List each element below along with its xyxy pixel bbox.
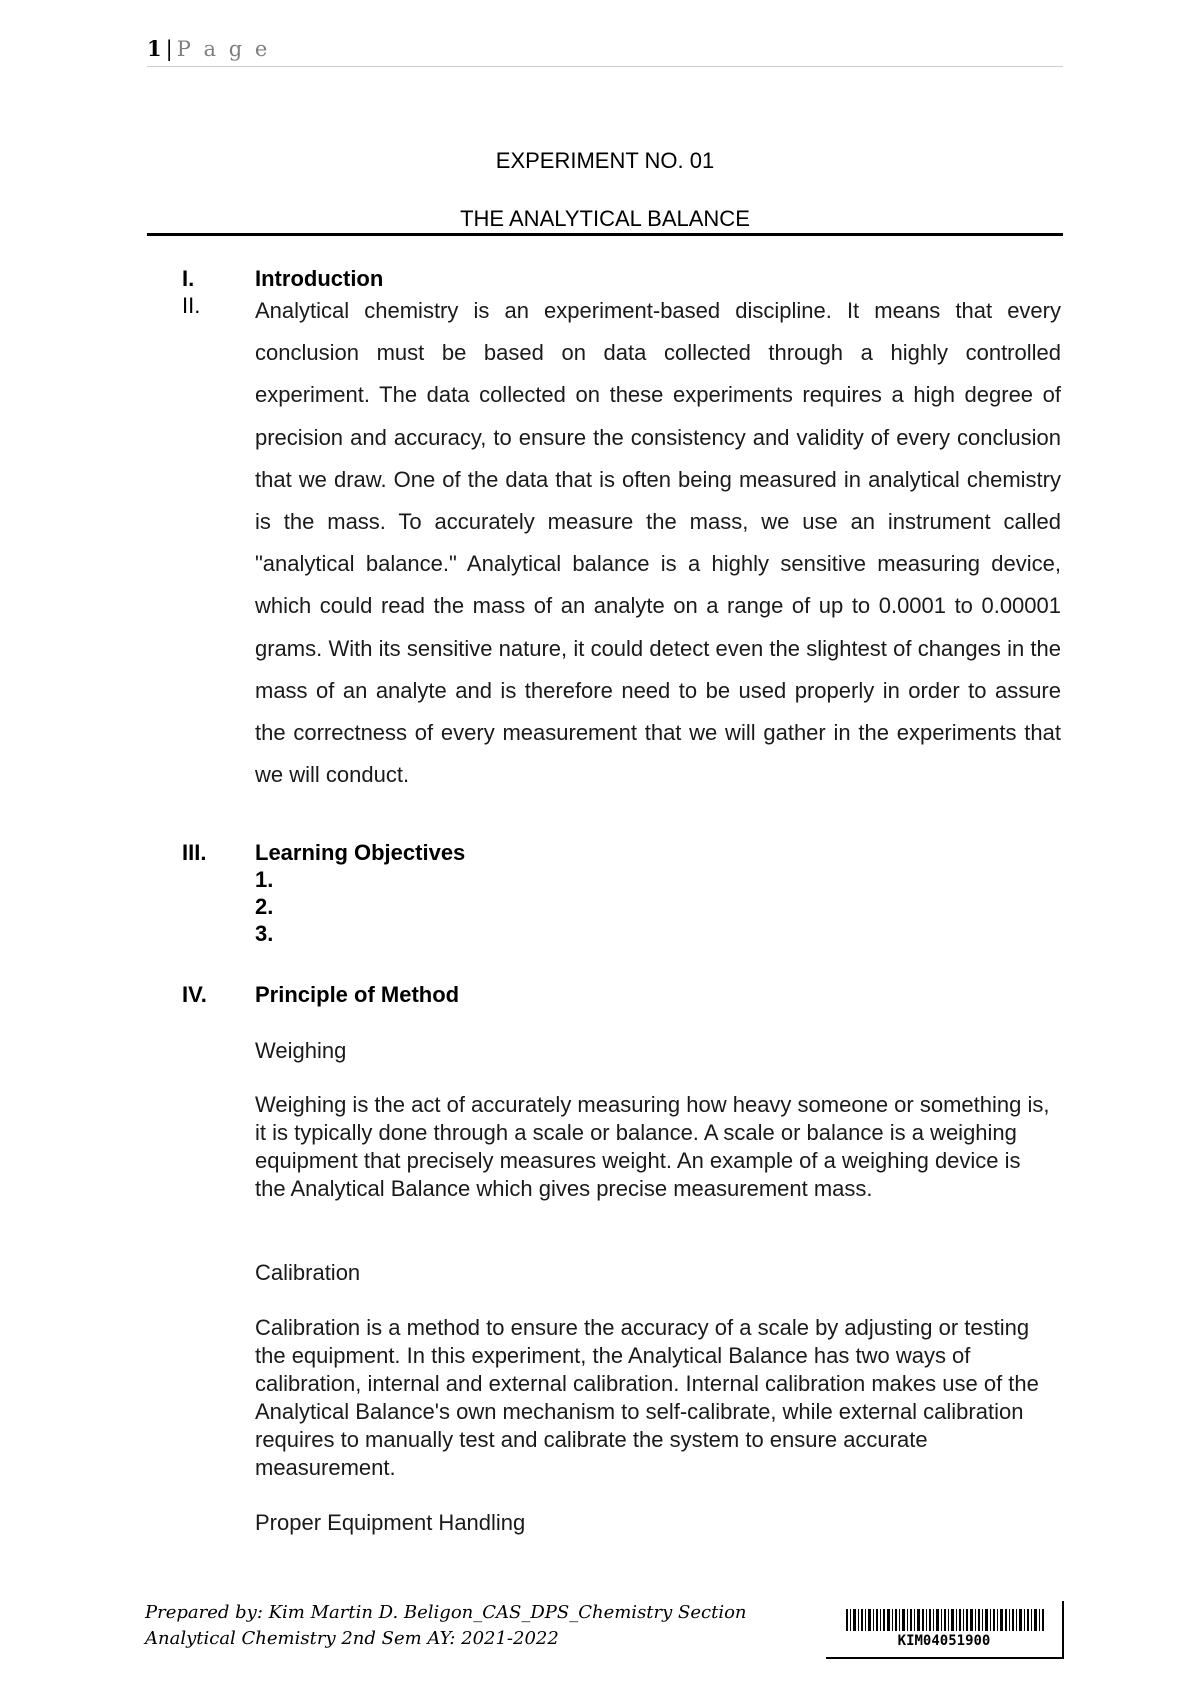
section-heading-objectives: Learning Objectives: [255, 840, 466, 865]
objective-item: 3.: [255, 921, 274, 946]
page-label: P a g e: [176, 37, 271, 61]
barcode-icon: [846, 1609, 1046, 1631]
title-rule: [147, 233, 1063, 236]
section-numeral-iii: III.: [182, 840, 207, 865]
section-heading-introduction: Introduction: [255, 266, 384, 291]
section-numeral-iv: IV.: [182, 982, 207, 1007]
objectives-list: [255, 866, 273, 947]
subheading-equipment-handling: Proper Equipment Handling: [255, 1510, 526, 1535]
barcode-stamp: [826, 1601, 1064, 1659]
page-header: [147, 36, 1063, 67]
subheading-weighing: Weighing: [255, 1038, 347, 1063]
subheading-calibration: Calibration: [255, 1260, 361, 1285]
experiment-title: EXPERIMENT NO. 01: [495, 148, 715, 173]
document-title: THE ANALYTICAL BALANCE: [460, 206, 750, 231]
section-numeral-i: I.: [182, 266, 195, 291]
objective-item: 2.: [255, 894, 274, 919]
calibration-paragraph: Calibration is a method to ensure the accuracy of a scale by adjusting or testing the equipment. In this experiment, the Analytical Balance has two ways of calibration, internal and external calibration. Internal calibration makes use of the Analytical Balance's own mechanism to self-calibrate, while external calibration requires to manually test and calibrate the system to ensure accurate measurement.: [255, 1315, 1039, 1480]
weighing-paragraph: Weighing is the act of accurately measuring how heavy someone or something is, it is typically done through a scale or balance. A scale or balance is a weighing equipment that precisely measures weight. An example of a weighing device is the Analytical Balance which gives precise measurement mass.: [255, 1092, 1050, 1201]
section-heading-principle: Principle of Method: [255, 982, 460, 1007]
footer-prepared-by: Prepared by: Kim Martin D. Beligon_CAS_DPS_Chemistry Section: [145, 1602, 747, 1623]
barcode-number: KIM04051900: [897, 1633, 991, 1649]
header-separator: |: [165, 37, 173, 61]
objective-item: 1.: [255, 867, 274, 892]
page-number: 1: [147, 36, 162, 61]
footer-course: Analytical Chemistry 2nd Sem AY: 2021-2022: [145, 1628, 559, 1649]
section-numeral-ii: II.: [182, 293, 201, 318]
introduction-paragraph: Analytical chemistry is an experiment-based discipline. It means that every conclusion must be based on data collected through a highly controlled experiment. The data collected on these experiments requires a high degree of precision and accuracy, to ensure the consistency and validity of every conclusion that we draw. One of the data that is often being measured in analytical chemistry is the mass. To accurately measure the mass, we use an instrument called "analytical balance." Analytical balance is a highly sensitive measuring device, which could read the mass of an analyte on a range of up to 0.0001 to 0.00001 grams. With its sensitive nature, it could detect even the slightest of changes in the mass of an analyte and is therefore need to be used properly in order to assure the correctness of every measurement that we will gather in the experiments that we will conduct.: [255, 298, 1061, 788]
